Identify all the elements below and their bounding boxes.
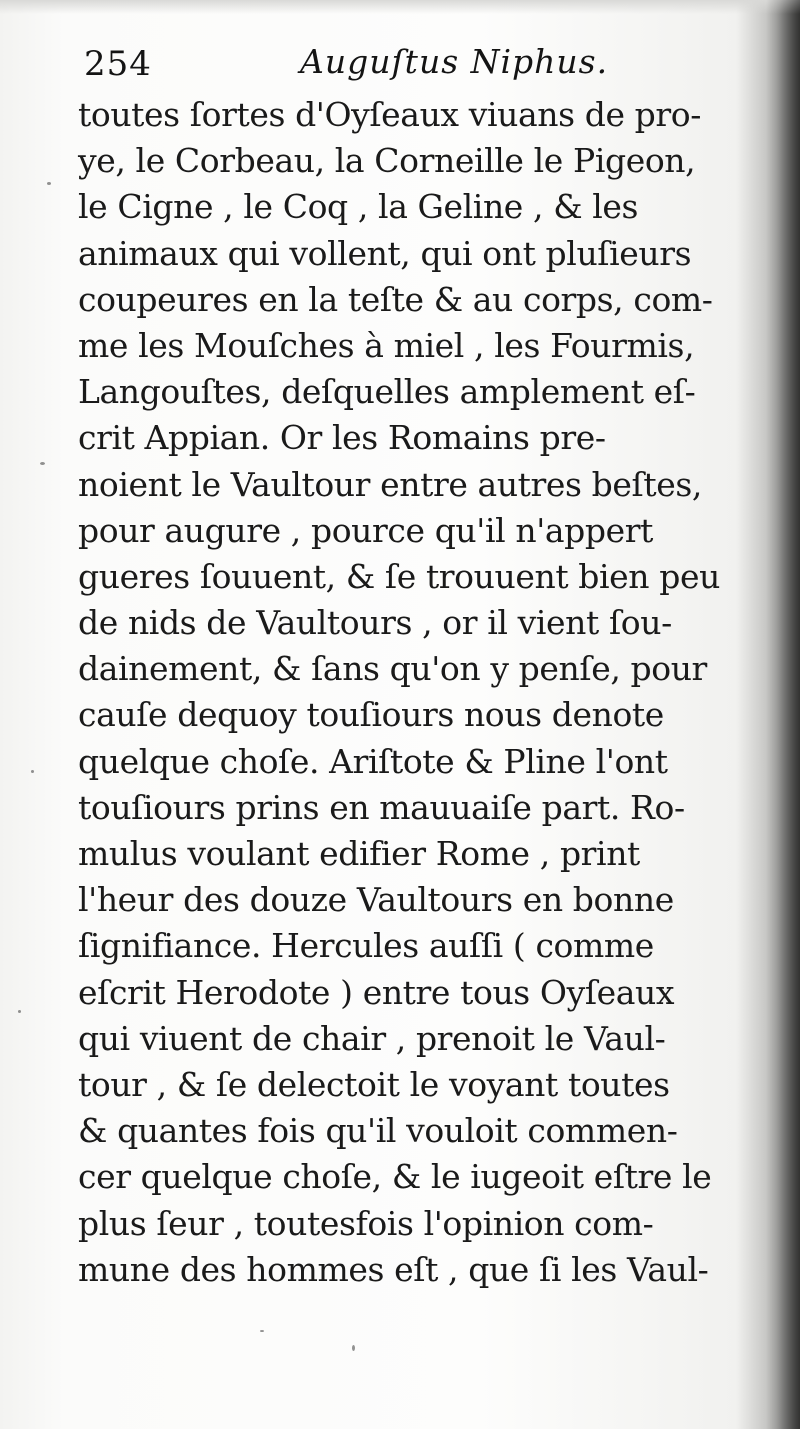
- page-number: 254: [84, 44, 152, 84]
- text-line: Langouſtes, deſquelles amplement eſ-: [78, 372, 696, 412]
- text-line: eſcrit Herodote ) entre tous Oyſeaux: [78, 972, 675, 1012]
- paper-speck: [18, 1010, 21, 1013]
- text-line: le Cigne , le Coq , la Geline , & les: [78, 187, 639, 227]
- text-line: coupeures en la teſte & au corps, com-: [78, 279, 713, 319]
- running-head: Auguſtus Niphus.: [300, 42, 609, 81]
- paper-speck: [40, 462, 45, 465]
- text-line: pour augure , pource qu'il n'appert: [78, 510, 653, 550]
- paper-speck: [352, 1345, 355, 1351]
- text-line: & quantes fois qu'il vouloit commen-: [78, 1111, 678, 1151]
- text-line: gueres ſouuent, & ſe trouuent bien peu: [78, 556, 720, 596]
- paper-speck: [31, 770, 34, 773]
- text-line: cer quelque choſe, & le iugeoit eſtre le: [78, 1157, 712, 1197]
- text-line: mulus voulant edifier Rome , print: [78, 834, 640, 873]
- text-line: touſiours prins en mauuaiſe part. Ro-: [78, 787, 685, 827]
- text-line: animaux qui vollent, qui ont pluſieurs: [78, 233, 692, 273]
- page-header: [84, 42, 774, 88]
- text-line: tour , & ſe delectoit le voyant toutes: [78, 1064, 670, 1104]
- body-text: [78, 92, 768, 1293]
- text-line: ye, le Corbeau, la Corneille le Pigeon,: [78, 141, 696, 181]
- text-line: de nids de Vaultours , or il vient ſou-: [78, 603, 672, 643]
- paper-speck: [47, 182, 51, 185]
- text-line: cauſe dequoy touſiours nous denote: [78, 695, 664, 735]
- spine-shadow: [766, 0, 800, 1429]
- text-line: mune des hommes eſt , que ſi les Vaul-: [78, 1249, 709, 1289]
- text-line: dainement, & ſans qu'on y penſe, pour: [78, 649, 707, 689]
- text-line: noient le Vaultour entre autres beſtes,: [78, 464, 702, 504]
- text-line: me les Mouſches à miel , les Fourmis,: [78, 325, 695, 365]
- paper-speck: [260, 1330, 264, 1332]
- page-top-edge: [0, 0, 800, 14]
- text-line: l'heur des douze Vaultours en bonne: [78, 880, 674, 920]
- text-line: qui viuent de chair , prenoit le Vaul-: [78, 1018, 666, 1058]
- text-line: quelque choſe. Ariſtote & Pline l'ont: [78, 741, 668, 781]
- text-line: ſignifiance. Hercules auſſi ( comme: [78, 926, 654, 966]
- text-line: toutes ſortes d'Oyſeaux viuans de pro-: [78, 95, 701, 134]
- text-line: plus ſeur , toutesfois l'opinion com-: [78, 1203, 654, 1243]
- text-line: crit Appian. Or les Romains pre-: [78, 418, 606, 458]
